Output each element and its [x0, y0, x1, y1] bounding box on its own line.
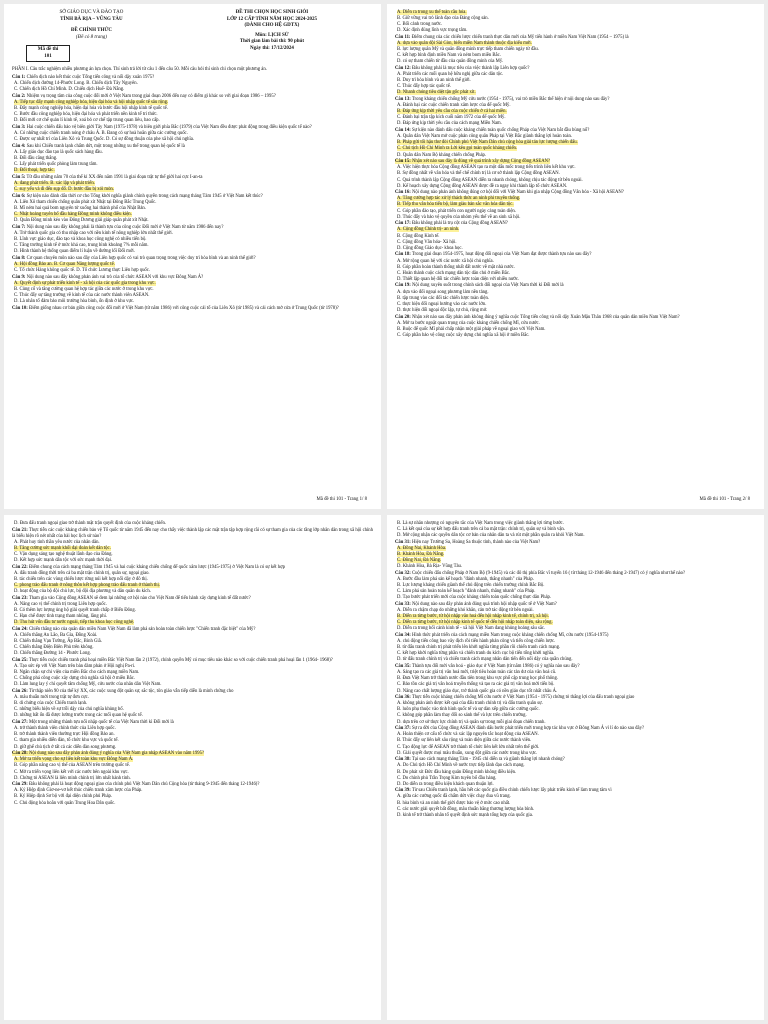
answer-option: B. tập trung vào các đối tác chiến lược toàn diện. — [397, 295, 489, 301]
answer-option: C. Cộng đồng Văn hóa- Xã hội. — [397, 239, 457, 245]
answer-option: C. Chiến dịch Hồ Chí Minh. D. Chiến dịch Huế- Đà Nẵng. — [14, 87, 125, 93]
answer-option: B. Đối đầu căng thẳng. — [14, 156, 58, 162]
answer-option: D. Mở cộng nhận các quyền dân tộc cơ bản của nhân dân ta và rút một phần quân ra khỏi Việt Nam. — [397, 533, 585, 539]
question-text: Câu 38: Tại sao cách mạng tháng Tám - 1945 chỉ diễn ra và giành thắng lợi nhanh chóng? — [395, 757, 565, 763]
question-list — [12, 75, 373, 312]
answer-option: C. Làm phá sản hoàn toàn kế hoạch "đánh nhanh, thắng nhanh" của Pháp. — [397, 589, 536, 595]
answer-option: C. Diễn ra từng bước, từ hội nhập kinh tế quốc tế đến hội nhập toàn diện, sâu rộng. — [397, 620, 553, 626]
question-text: Câu 23: Tham gia vào Cộng đồng ASEAN sẽ đem lại những cơ hội nào cho Việt Nam để tiến hành xây dựng kinh tế đất nước? — [12, 595, 251, 601]
exam-level: LỚP 12 CẤP TỈNH NĂM HỌC 2024-2025 — [226, 16, 318, 22]
answer-option: A. Mở ra bước ngoặt quan trọng của cuộc kháng chiến chống Mĩ, cứu nước. — [397, 320, 540, 326]
answer-option: C. Do chính phủ Trần Trọng Kim tuyên bố đầu hàng. — [397, 775, 497, 781]
answer-option: D. hoạt động của bộ đội chủ lực, bộ đội địa phương và dân quân du kích. — [14, 589, 151, 595]
question-text: Câu 20: Nhận xét nào sau đây phản ánh không đúng ý nghĩa cuộc Tổng tiến công và nổi dậy Xuân Mậu Thân 1968 của quân dân miền Nam Việt Nam? — [395, 314, 680, 320]
answer-option: A. Quyết định sự phát triển kinh tế - xã hội của các quốc gia trong khu vực. — [14, 280, 156, 286]
answer-option: C. kết hợp khởi nghĩa từng phần và chiến tranh du kích cục bộ tiến tổng khởi nghĩa. — [397, 651, 555, 657]
answer-option: B. lực lượng quân Mỹ và quân đồng minh trực tiếp tham chiến ngày từ đầu. — [397, 47, 539, 53]
answer-option: A. Đánh bại các cuộc chiến tranh xâm lược của đế quốc Mỹ. — [397, 103, 511, 109]
question-text: Câu 15: Nhận xét nào sau đây là đúng về quá trình xây dựng Cộng đồng ASEAN? — [395, 159, 551, 165]
answer-option: C. Tạo động lực để ASEAN trở thành tổ chức liên kết lớn nhất trên thế giới. — [397, 744, 540, 750]
question-text: Câu 19: Nội dung xuyên suốt trong chính sách đối ngoại của Việt Nam thời kì Đổi mới là — [395, 283, 564, 289]
question-text: Câu 25: Thực tiễn cuộc chiến tranh phá hoại miền Bắc Việt Nam lần 2 (1972), chính quyền Mỹ có mục tiêu nào khác so với cuộc chiến tranh phá hoại lần 1 (1964- 1968)? — [12, 658, 333, 664]
question-text: Câu 6: Sự kiện nào đánh dấu thời cơ cho Tổng khởi nghĩa giành chính quyền trong cách mạng tháng Tám 1945 ở Việt Nam kết thúc? — [12, 193, 263, 199]
answer-option: B. Do phát xít Đức đầu hàng quân Đồng minh không điều kiện. — [397, 769, 517, 775]
answer-option: A. chủ động tiến công bao vây địch rồi tiến hành phản công và tiến công chiến lược. — [397, 639, 556, 645]
answer-option: A. Cộng đồng Chính trị- an ninh. — [397, 227, 460, 233]
answer-option: B. Sự đồng nhất về văn hóa và thể chế chính trị là cơ sở thành lập Cộng đồng ASEAN. — [397, 171, 560, 177]
question-text: Câu 13: Trong kháng chiến chống Mỹ cứu nước (1954 - 1975), vai trò miền Bắc thể hiện ở nội dung nào sau đây? — [395, 97, 610, 103]
answer-option: C. Là kết quả của sự kết hợp đấu tranh trên cả ba mặt trận: chính trị, quân sự và binh vận. — [397, 527, 565, 533]
answer-option: D. Là nhân tố đảm bảo môi trường hòa bình, ổn định ở khu vực. — [14, 299, 135, 305]
answer-option: B. Có thêm lực lượng ủng hộ giải quyết tranh chấp ở Biển Đông. — [14, 608, 136, 614]
answer-option: D. Nâng cao chất lượng giáo dục, trở thành quốc gia có nền giáo dục tốt nhất châu Á. — [397, 688, 558, 694]
question-text: Câu 27: Một trong những thành tựu nổi nhập quốc tế của Việt Nam thời kì Đổi mới là — [12, 720, 174, 726]
exam-page-3 — [4, 515, 381, 1020]
answer-option: B. Chiến thắng Vạn Tường, Ấp Bắc, Bình Giã. — [14, 639, 102, 645]
answer-option: B. Mĩ ném hai quả bom nguyên tử xuống hai thành phố của Nhật Bản. — [14, 206, 146, 212]
answer-option: D. Thiết lập quan hệ đối tác chiến lược toàn diện với nhiều nước. — [397, 276, 520, 282]
answer-option: A. Lấy giáo dục đào tạo là quốc sách hàng đầu. — [14, 150, 103, 155]
question-text: Câu 2: Nhiệm vụ trọng tâm của công cuộc đổi mới ở Việt Nam trong giai đoạn 2006 đến nay có điểm gì khác so với giai đoạn 1986 – 1995? — [12, 93, 276, 99]
answer-option: D. giữ ghế chủ tịch ở tất cả các diễn đàn song phương. — [14, 744, 117, 750]
answer-option: D. Do diễn ra trong điều kiện khách quan thuận lợi. — [397, 781, 494, 787]
answer-option: B. Giữ vững vai trò lãnh đạo của Đảng cộng sản. — [397, 16, 489, 22]
question-text: Câu 4: Sau khi Chiến tranh lạnh chấm dứt, một trong những xu thế trong quan hệ quốc tế là — [12, 143, 185, 149]
answer-option: A. Tăng cường hợp tác xử lý thách thức an ninh phi truyền thống. — [397, 196, 521, 202]
answer-option: A. không phản ánh được kết quả của đấu tranh chính trị và đấu tranh quân sự. — [397, 701, 543, 707]
answer-option: C. Lấy phát triển quốc phòng làm trung tâm. — [14, 162, 98, 168]
answer-option: A. Việc hiện thực hóa Cộng đồng ASEAN tạo ra một dấu mốc trong tiến trình liên kết khu vực. — [397, 165, 576, 171]
answer-option: B. trở thành thành viên thường trực Hội đồng Bảo an. — [14, 732, 115, 738]
answer-option: C. Chiến thắng Điện Biên Phủ trên không. — [14, 645, 94, 651]
answer-option: D. Đổi mới cơ chế quản lí kinh tế, xoá bỏ cơ chế tập trung quan liêu, bao cấp. — [14, 118, 160, 124]
answer-option: C. Đánh bại trận tập kích cuối năm 1972 của đế quốc Mỹ. — [397, 115, 506, 121]
answer-option: A. giữa các cường quốc đã chấm dứt việc chạy đua vũ trang. — [397, 794, 511, 800]
answer-option: D. Quân dân Nam Bộ kháng chiến chống Pháp. — [397, 152, 487, 158]
answer-option: B. hòa bình và an ninh thế giới được bảo vệ ở mức cao nhất. — [397, 800, 511, 806]
answer-option: B. Cộng đồng Kinh tế. — [397, 233, 440, 239]
answer-option: B. Diễn ra từng bước, từ hội nhập văn hoá đến hội nhập kinh tế, chính trị, xã hội. — [397, 614, 549, 620]
answer-option: B. Góp phần nâng cao vị thế của ASEAN trên trường quốc tế. — [14, 763, 130, 769]
question-list — [395, 10, 756, 339]
exam-page-4 — [387, 515, 764, 1020]
answer-option: A. Do Chủ tịch Hồ Chí Minh về nước trực tiếp lãnh đạo cách mạng. — [397, 763, 525, 769]
answer-option: B. Đáp ứng kịp thời yêu cầu của cuộc chiến ở cả hai miền. — [397, 109, 507, 115]
question-text: Câu 16: Nội dung nào phản ánh không đúng cơ hội đối với Việt Nam khi gia nhập Cộng đồng Văn hóa - Xã hội ASEAN? — [395, 190, 624, 196]
answer-option: D. Chiến thắng Đường 14 - Phước Long. — [14, 651, 91, 657]
answer-option: A. Phát triển các mối quan hệ hữu nghị giữa các dân tộc. — [397, 72, 504, 78]
answer-option: D. Kết hợp sức mạnh dân tộc với sức mạnh thời đại. — [14, 558, 113, 564]
question-text: Câu 35: Thành tựu đối mới văn hoá - giáo dục ở Việt Nam (từ năm 1986) có ý nghĩa nào sau đây? — [395, 664, 580, 670]
question-text: Câu 3: Hai cuộc chiến đấu bảo vệ biên giới Tây Nam (1975-1978) và biên giới phía Bắc (1979) của Việt Nam đều được phát động trong điều kiện quốc tế nào? — [12, 125, 312, 131]
answer-option: C. Góp phần bảo vệ công cuộc xây dựng chủ nghĩa xã hội ở miền Bắc. — [397, 332, 530, 338]
question-text: Câu 12: Đâu không phải là mục tiêu của việc thành lập Liên hợp quốc? — [395, 66, 530, 72]
answer-option: B. Lĩnh vực giáo dục, đào tạo và khoa học công nghệ có nhiều tiến bộ. — [14, 237, 147, 243]
answer-option: C. Vận dụng sáng tạo nghệ thuật lãnh đạo của Đảng. — [14, 552, 113, 558]
answer-option: A. dựa vào đối ngoại song phương làm nền tảng. — [397, 289, 489, 295]
answer-option: D. Làm lung lay ý chí quyết tâm chống Mỹ, cứu nước của nhân dân Việt Nam. — [14, 682, 162, 688]
answer-option: D. Quân Đồng minh kéo vào Đông Dương giải giáp quân phát xít Nhật. — [14, 218, 149, 224]
question-text: Câu 1: Chiến dịch nào kết thúc cuộc Tổng tiến công và nổi dậy xuân 1975? — [12, 75, 155, 81]
answer-option: B. tác chiến trên các vùng chiến lược rừng núi kết hợp nổi dậy ở đô thị. — [14, 577, 148, 583]
answer-option: A. Ký Hiệp định Giơ-ne-vơ kết thúc chiến tranh xâm lược của Pháp. — [14, 788, 143, 794]
question-text: Câu 21: Thực tiễn các cuộc kháng chiến bảo vệ Tổ quốc từ năm 1945 đến nay cho thấy việc thành lập các mặt trận tập hợp rộng rãi có sự tham gia của các tầng lớp nhân dân trong xã hội chính là biểu hiện rõ nét nhất của bài học lịch sử nào? — [12, 527, 373, 539]
answer-option: C. Chủ tịch Hồ Chí Minh ra Lời kêu gọi toàn quốc kháng chiến. — [397, 146, 518, 152]
answer-option: B. Đưa Việt Nam trở thành nước đầu tiên trong khu vực phổ cập trung học phổ thông. — [397, 676, 559, 682]
answer-option: B. Lực lượng kháng chiến giành thế chủ động trên chiến trường chính Bắc Bộ. — [397, 583, 545, 589]
question-text: Câu 31: Hiện nay Trường Sa, Hoàng Sa thuộc tỉnh, thành nào của Việt Nam? — [395, 539, 541, 545]
answer-option: C. Thúc đẩy sự tăng trưởng về kinh tế của các nước thành viên ASEAN. — [14, 293, 150, 299]
answer-option: C. Mở ra triển vọng liên kết với các nước bên ngoài khu vực. — [14, 769, 129, 775]
answer-option: D. những bất ổn đã được lường trước trong các mối quan hệ quốc tế. — [14, 713, 143, 719]
answer-option: D. Nhanh chóng tiêu diệt tận gốc phát xít. — [397, 90, 476, 96]
answer-option: B. Góp phần hoàn thành thống nhất đất nước về mặt nhà nước. — [397, 264, 515, 270]
answer-option: A. Sáng tạo ra các giá trị văn hoá mới, triệt tiêu hoàn toàn các tàn dư của văn hoá cũ. — [397, 670, 557, 676]
question-list — [12, 521, 373, 807]
answer-option: A. Mở rộng quan hệ với các nước xã hội chủ nghĩa. — [397, 258, 494, 264]
answer-option: B. Pháp gửi tối hậu thư đòi Chính phủ Việt Nam Dân chủ cộng hòa giải tán lực lượng chiến đấu. — [397, 140, 578, 146]
answer-option: C. Hạn chế được tình trạng tham nhũng, lãng phí. — [14, 614, 108, 620]
answer-option: D. thực hiện đối ngoại độc lập, tự chủ, rộng mở. — [397, 307, 488, 313]
answer-option: D. Đối thoại, hợp tác. — [14, 168, 55, 174]
answer-option: A. Tiếp tục đẩy mạnh công nghiệp hóa, hiện đại hóa và hội nhập quốc tế sâu rộng. — [14, 100, 169, 106]
answer-option: A. mâu thuẫn mới trong trật tự đơn cực. — [14, 695, 89, 701]
answer-option: B. Đẩy mạnh công nghiệp hóa, hiện đại hóa và bước đầu hội nhập kinh tế quốc tế. — [14, 106, 168, 112]
answer-option: B. Là sự nhân nhượng có nguyên tắc của Việt Nam trong việc giành thắng lợi từng bước. — [397, 521, 564, 526]
question-text: Câu 28: Nội dung nào sau đây phản ánh đúng ý nghĩa của Việt Nam gia nhập ASEAN vào năm 1995? — [12, 751, 205, 757]
question-text: Câu 33: Nội dung nào sau đây phản ánh đúng quá trình hội nhập quốc tế ở Việt Nam? — [395, 602, 557, 607]
exam-code-value: 101 — [44, 53, 52, 59]
page-footer: Mã đề thi 101 - Trang 2/ 8 — [699, 496, 750, 502]
answer-option: A. đấu tranh đồng thời trên cả ba mặt trận chính trị, quân sự, ngoại giao. — [14, 570, 150, 576]
answer-option: D. Thúc đẩy và bảo vệ quyền của nhóm yếu thế về an sinh xã hội. — [397, 214, 521, 220]
answer-option: A. Bước đầu làm phá sản kế hoạch "đánh nhanh, thắng nhanh" của Pháp. — [397, 577, 534, 583]
answer-option: A. Đồng Nai, Khánh Hòa. — [397, 545, 447, 551]
answer-option: D. Khánh Hòa, Bà Rịa- Vũng Tàu. — [397, 564, 463, 570]
answer-option: D. Hình thành hệ thống quan điểm lí luận về đường lối Đổi mới. — [14, 249, 135, 255]
answer-option: C. phong trào đấu tranh ở nông thôn kết hợp phong trào đấu tranh ở thành thị. — [14, 583, 160, 589]
exam-kind: ĐỀ CHÍNH THỨC — [70, 28, 112, 33]
answer-option: D. Chứng tỏ ASEAN là liên minh chính trị lớn nhất hành tinh. — [14, 775, 131, 781]
question-text: Câu 36: Thực tiễn cuộc kháng chiến chống Mĩ cứu nước ở Việt Nam (1954 - 1975) chứng tỏ thắng lợi của đấu tranh ngoại giao — [395, 695, 635, 701]
question-text: Câu 8: Cơ quan chuyên môn nào sau đây của Liên hợp quốc có vai trò quan trọng trong việc duy trì hòa bình và an ninh thế giới? — [12, 255, 256, 261]
answer-option: B. Tăng cường sức mạnh khối đại đoàn kết dân tộc. — [14, 545, 111, 551]
answer-option: D. Kế hoạch xây dựng Cộng đồng ASEAN được đề ra ngay khi thành lập tổ chức ASEAN. — [397, 183, 568, 189]
answer-option: D. kinh tế trở thành nhân tố quyết định sức mạnh tổng hợp của quốc gia. — [397, 812, 533, 818]
answer-option: D. Đáp ứng kịp thời yêu cầu của cách mạng Miền Nam. — [397, 121, 502, 127]
answer-option: B. luôn phụ thuộc vào tình hình quốc tế và sự dàn xếp giữa các cường quốc. — [397, 707, 540, 713]
question-text: Câu 37: Sự ra đời của Cộng đồng ASEAN đánh dấu bước phát triển mới trong hợp tác khu vực ở Đông Nam Á vì lí do nào sau đây? — [395, 726, 645, 732]
answer-option: A. Tạo sức ép với Việt Nam trên bàn đàm phán ở Hội nghị Pa-ri. — [14, 664, 136, 670]
answer-option: B. từ đấu tranh chính trị phát triển lên khởi nghĩa từng phần rồi chiến tranh cách mạng. — [397, 645, 561, 651]
answer-option: B. Thúc đẩy sự liên kết sâu rộng và toàn diện giữa các nước thành viên. — [397, 738, 532, 744]
exam-code-label: Mã đề thi — [37, 47, 59, 52]
exam-header — [12, 10, 373, 64]
answer-option: A. trở thành thành viên chính thức của Liên hợp quốc. — [14, 726, 116, 732]
question-text: Câu 5: Từ đầu những năm 70 của thế kỉ XX đến năm 1991 là giai đoạn trật tự thế giới hai cực I-an-ta — [12, 174, 203, 180]
answer-option: C. suy yếu và đi đến sụp đổ. D. bước đầu bị xói mòn. — [14, 187, 114, 193]
answer-option: C. Góp phần đào tạo, phát triển con người ngày càng toàn diện. — [397, 208, 516, 214]
question-text: Câu 11: Điểm chung của các chiến lược chiến tranh thực dân mới của Mỹ tiến hành ở miền Nam Việt Nam (1954 – 1975) là — [395, 34, 629, 40]
answer-option: D. có sự tham chiến từ đầu của quân đồng minh của Mỹ. — [397, 59, 504, 65]
answer-option: A. Trở thành quốc gia có thu nhập cao với nền kinh tế nông nghiệp lớn nhất thế giới. — [14, 231, 173, 236]
department-line-1: SỞ GIÁO DỤC VÀ ĐÀO TẠO — [59, 10, 124, 15]
question-text: Câu 9: Nội dung nào sau đây không phản ánh vai trò của tổ chức ASEAN với khu vực Đông Nam Á? — [12, 274, 204, 280]
answer-option: B. Khánh Hòa, Đà Nẵng. — [397, 552, 445, 558]
answer-option: C. Đồng Nai, Đà Nẵng. — [397, 558, 442, 564]
answer-option: C. Được sự nhất trí của Liên Xô và Trung Quốc. D. Có sự đồng thuận của phe xã hội chủ nghĩa. — [14, 137, 194, 143]
answer-option: A. Diễn ra chậm chạp do những khó khăn, cản trở tác động từ bên ngoài. — [397, 608, 534, 614]
answer-option: C. Tăng trưởng kinh tế ở mức khá cao, trung bình khoảng 7% mỗi năm. — [14, 243, 149, 249]
answer-option: B. Ngăn chặn sự chi viện của miền Bắc cho cách mạng miền Nam. — [14, 670, 140, 676]
answer-option: C. những biểu hiện về sự trỗi dậy của chủ nghĩa khủng bố. — [14, 707, 124, 713]
answer-option: D. từ đấu tranh chính trị và chiến tranh cách mạng nhân dân tiến đến nổi dậy của quần chúng. — [397, 657, 573, 663]
exam-title: ĐỀ THI CHỌN HỌC SINH GIỎI — [235, 10, 309, 15]
answer-option: A. đang phát triển. B. xác lập và phát triển. — [14, 181, 95, 187]
question-text: Câu 34: Hình thức phát triển của cách mạng miền Nam trong cuộc kháng chiến chống Mĩ, cứu nước (1954-1975) — [395, 633, 609, 639]
exam-page-1 — [4, 4, 381, 509]
exam-page-2 — [387, 4, 764, 509]
answer-option: A. Chiến dịch đường 14-Phước Long. B. Chiến dịch Tây Nguyên. — [14, 81, 138, 87]
page-count-note: (Đề có 8 trang) — [75, 34, 107, 40]
exam-time: Thời gian làm bài thi: 90 phút — [239, 39, 305, 44]
answer-option: C. Chống phá công cuộc xây dựng chủ nghĩa xã hội ở miền Bắc. — [14, 676, 136, 682]
answer-option: A. Quân dân Việt Nam mở cuộc phản công quân Pháp tại Việt Bắc giành thắng lợi hoàn toàn. — [397, 134, 573, 140]
answer-option: A. Diễn ra trong xu thế toàn cầu hóa. — [397, 10, 467, 15]
question-text: Câu 39: Từ sau Chiến tranh lạnh, hầu hết các quốc gia điều chỉnh chiến lược lấy phát triển kinh tế làm trung tâm vì — [395, 788, 612, 794]
answer-option: C. Bối cảnh trong nước. — [397, 22, 443, 28]
answer-option: D. Cộng đồng Giáo dục- khoa học. — [397, 245, 463, 251]
question-text: Câu 14: Sự kiện nào đánh dấu cuộc kháng chiến toàn quốc chống Pháp của Việt Nam bắt đầu bùng nổ? — [395, 128, 590, 134]
answer-option: C. thực hiện đối ngoại hướng vào các nước lớn. — [397, 301, 487, 307]
answer-option: A. dựa vào quân đội Sài Gòn, biến miền Nam thành thuộc địa kiểu mới. — [397, 41, 532, 47]
answer-option: C. các nước giải quyết bất đồng, mâu thuẫn bằng thương lượng hòa bình. — [397, 806, 535, 812]
question-text: Câu 29: Đâu không phải là hoạt động ngoại giao của chính phủ Việt Nam Dân chủ Cộng hòa (từ tháng 9-1945 đến tháng 12-1946)? — [12, 782, 260, 788]
section-intro: PHẦN I. Câu trắc nghiệm nhiều phương án lựa chọn. Thí sinh trả lời từ câu 1 đến câu 50. Mỗi câu hỏi thí sinh chỉ chọn một phương án. — [12, 67, 267, 72]
question-text: Câu 10: Điểm giống nhau cơ bản giữa công cuộc đổi mới ở Việt Nam (từ năm 1986) với công cuộc cải tổ của Liên Xô (từ 1985) và cải cách mở cửa ở Trung Quốc (từ 1978)? — [12, 305, 339, 311]
answer-option: A. Hoàn thiện cơ cấu tổ chức và xác lập nguyên tắc hoạt động của ASEAN. — [397, 732, 539, 738]
question-text: Câu 24: Chiến thắng nào của quân dân miền Nam Việt Nam đã làm phá sản hoàn toàn chiến lược "Chiến tranh đặc biệt" của Mỹ? — [12, 626, 256, 632]
exam-target: (DÀNH CHO HỆ GDTX) — [244, 23, 300, 28]
answer-option: D. Giải quyết được mọi mâu thuẫn, xung đột giữa các nước trong khu vực. — [397, 750, 538, 756]
answer-option: A. Liên Xô tham chiến chống quân phát xít Nhật tại Đông Bắc Trung Quốc. — [14, 199, 157, 205]
answer-option: C. tham gia nhiều diễn đàn, tổ chức khu vực và quốc tế. — [14, 738, 119, 744]
answer-option: D. dựa trên cơ sở thực lực chính trị và quân sự trong mỗi giai đoạn chiến tranh. — [397, 719, 546, 725]
answer-option: A. Chiến thắng An Lão, Ba Gia, Đồng Xoài. — [14, 633, 98, 639]
answer-option: D. Tạo bước phát triển mới của cuộc kháng chiến toàn quốc chống thực dân Pháp. — [397, 595, 552, 601]
answer-option: C. Nhật hoàng tuyên bố đầu hàng Đồng minh không điều kiện. — [14, 212, 132, 218]
answer-option: C. Bảo tồn các giá trị văn hoá truyền thống và tạo ra các giá trị văn hoá mới tiến bộ. — [397, 682, 555, 688]
answer-option: A. Có những cuộc chiến tranh nóng ở châu Á. B. Đang có sự hoà hoãn giữa các cường quốc. — [14, 131, 188, 137]
answer-option: B. Ký Hiệp định Sơ bộ với đại diện chính phủ Pháp. — [14, 794, 113, 800]
question-text: Câu 18: Trong giai đoạn 1954-1975, hoạt động đối ngoại của Việt Nam đạt được thành tựu nào sau đây? — [395, 252, 592, 258]
answer-option: C. Bước đầu công nghiệp hóa, hiện đại hóa và phát triển nền kinh tế tri thức. — [14, 112, 158, 118]
answer-option: A. Nâng cao vị thế chính trị trong Liên hợp quốc. — [14, 602, 107, 607]
question-text: Câu 32: Cuộc chiến đấu chống Pháp ở Nam Bộ (9-1945) và các đô thị phía Bắc vĩ tuyến 16 ( từ tháng 12-1946 đến tháng 2-1947) có ý nghĩa như thế nào? — [395, 570, 686, 576]
answer-option: D. Diễn ra trong bối cảnh kinh tế - xã hội Việt Nam đang khủng hoảng sâu sắc. — [397, 626, 546, 632]
exam-code-box — [26, 45, 70, 62]
answer-option: C. kết hợp bình định miền Nam và ném bom miền Bắc. — [397, 53, 501, 59]
answer-option: D. Thu hút vốn đầu tư nước ngoài, tiếp thu khoa học công nghệ. — [14, 620, 135, 626]
answer-option: C. Tổ chức Hàng không quốc tế. D. Tổ chức Lương thực Liên hợp quốc. — [14, 268, 151, 274]
answer-option: C. không góp phần làm thay đổi so sánh thế và lực trên chiến trường. — [397, 713, 527, 719]
answer-option: C. Hoàn thành cuộc cách mạng dân tộc dân chủ ở miền Bắc. — [397, 270, 511, 276]
answer-option: A. Hội đồng Bảo an. B. Cơ quan Năng lượng quốc tế. — [14, 262, 115, 268]
page-footer: Mã đề thi 101 - Trang 1/ 8 — [316, 496, 367, 502]
answer-option: C. Quá trình thành lập Cộng đồng ASEAN diễn ra nhanh chóng, không chịu tác động từ bên ngoài. — [397, 177, 583, 183]
answer-option: B. di chứng của cuộc Chiến tranh lạnh. — [14, 701, 88, 707]
answer-option: B. Buộc đế quốc Mĩ phải chấp nhận một giải pháp về ngoại giao với Việt Nam. — [397, 326, 546, 332]
exam-date: Ngày thi: 17/12/2024 — [249, 45, 294, 51]
answer-option: A. Mở ra triển vọng cho sự liên kết toàn khu vực Đông Nam Á. — [14, 757, 134, 763]
answer-option: B. Tiếp thu văn hóa tiến bộ, làm giàu bản sắc văn hóa dân tộc. — [397, 202, 514, 208]
question-text: Câu 17: Đâu không phải là trụ cột của Cộng đồng ASEAN? — [395, 221, 508, 227]
answer-option: A. Phát huy tinh thần yêu nước của nhân dân. — [14, 539, 100, 545]
question-text: Câu 26: Từ thập niên 90 của thế kỷ XX, các cuộc xung đột quân sự, sắc tộc, tôn giáo vẫn tiếp diễn là minh chứng cho — [12, 689, 234, 695]
answer-option: D. Đưa đấu tranh ngoại giao trở thành mặt trận quyết định của cuộc kháng chiến. — [14, 521, 166, 526]
question-text: Câu 22: Điểm chung của cách mạng tháng Tám 1945 và hai cuộc kháng chiến chống đế quốc xâm lược (1945-1975) ở Việt Nam là có sự kết hợp — [12, 564, 285, 570]
answer-option: D. Xác định đúng lĩnh vực trọng tâm. — [397, 28, 468, 34]
exam-subject: Môn: LỊCH SỬ — [255, 32, 289, 38]
answer-option: B. Củng cố và tăng cường quan hệ hợp tác giữa các nước ở trong khu vực. — [14, 287, 154, 293]
question-list — [395, 521, 756, 819]
question-text: Câu 7: Nội dung nào sau đây không phải là thành tựu của công cuộc Đổi mới ở Việt Nam từ năm 1986 đến nay? — [12, 224, 224, 230]
answer-option: B. Duy trì hòa bình và an ninh thế giới. — [397, 78, 471, 84]
answer-option: C. Chủ động hòa hoãn với quân Trung Hoa Dân quốc. — [14, 800, 116, 806]
answer-option: C. Thúc đẩy hợp tác quốc tế. — [397, 84, 451, 90]
department-line-2: TỈNH BÀ RỊA – VŨNG TÀU — [60, 16, 123, 22]
